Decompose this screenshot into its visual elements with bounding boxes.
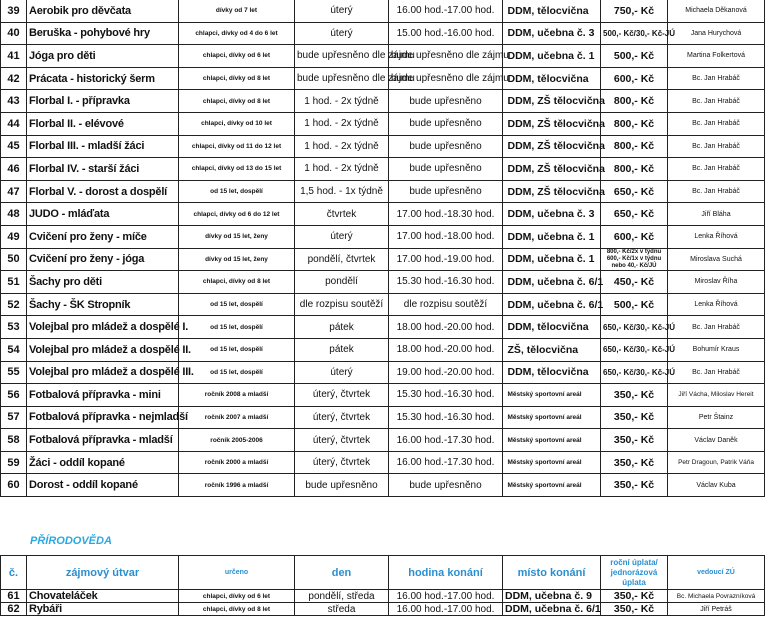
leader: Jana Hurychová — [668, 22, 765, 45]
day: čtvrtek — [295, 203, 389, 226]
table-row — [1, 225, 765, 248]
row-number: 56 — [1, 384, 27, 407]
price: 350,- Kč — [601, 474, 668, 497]
header-leader: vedoucí ZÚ — [668, 556, 765, 590]
activity-name: JUDO - mláďata — [27, 203, 179, 226]
location: Městský sportovní areál — [506, 406, 601, 429]
target-group: dívky od 7 let — [179, 0, 295, 22]
hours: 16.00 hod.-17.30 hod. — [389, 429, 503, 452]
leader: Bc. Jan Hrabáč — [668, 67, 765, 90]
table-row — [1, 90, 765, 113]
hours: 15.30 hod.-16.30 hod. — [389, 406, 503, 429]
hours: bude upřesněno — [389, 180, 503, 203]
table-row — [1, 135, 765, 158]
table-row — [1, 474, 765, 497]
leader: Petr Štainz — [668, 406, 765, 429]
leader: Martina Folkertová — [668, 45, 765, 68]
location: Městský sportovní areál — [506, 384, 601, 407]
row-number: 60 — [1, 474, 27, 497]
leader: Bc. Jan Hrabáč — [668, 135, 765, 158]
location: DDM, ZŠ tělocvična — [506, 180, 601, 203]
price: 500,- Kč/30,- Kč-JÚ — [601, 22, 668, 45]
table-row — [1, 22, 765, 45]
location: DDM, tělocvična — [506, 0, 601, 22]
leader: Bc. Michaela Povrazníková — [668, 590, 765, 603]
target-group: ročník 1996 a mladší — [179, 474, 295, 497]
target-group: ročník 2007 a mladší — [179, 406, 295, 429]
target-group: chlapci, dívky od 8 let — [179, 67, 295, 90]
hours: 19.00 hod.-20.00 hod. — [389, 361, 503, 384]
day: úterý, čtvrtek — [295, 406, 389, 429]
leader: Václav Kuba — [668, 474, 765, 497]
location: DDM, učebna č. 1 — [506, 45, 601, 68]
target-group: chlapci, dívky od 6 do 12 let — [179, 203, 295, 226]
hours: 16.00 hod.-17.00 hod. — [389, 603, 503, 616]
table-row — [1, 271, 765, 294]
activity-name: Cvičení pro ženy - míče — [27, 225, 179, 248]
table-row — [1, 361, 765, 384]
header-name: zájmový útvar — [27, 556, 179, 590]
activity-name: Prácata - historický šerm — [27, 67, 179, 90]
row-number: 43 — [1, 90, 27, 113]
price: 800,- Kč — [601, 112, 668, 135]
target-group: od 15 let, dospělí — [179, 293, 295, 316]
header-day: den — [295, 556, 389, 590]
row-number: 55 — [1, 361, 27, 384]
price: 350,- Kč — [601, 429, 668, 452]
leader: Bc. Jan Hrabáč — [668, 361, 765, 384]
location: DDM, učebna č. 6/1 — [506, 293, 601, 316]
hours: 18.00 hod.-20.00 hod. — [389, 338, 503, 361]
target-group: od 15 let, dospělí — [179, 316, 295, 339]
activity-name: Chovateláček — [27, 590, 179, 603]
location: DDM, ZŠ tělocvična — [506, 90, 601, 113]
price: 650,- Kč — [601, 180, 668, 203]
leader: Jiří Petráš — [668, 603, 765, 616]
activity-name: Florbal V. - dorost a dospělí — [27, 180, 179, 203]
target-group: ročník 2000 a mladší — [179, 451, 295, 474]
day: středa — [295, 603, 389, 616]
day: pátek — [295, 338, 389, 361]
table-row — [1, 406, 765, 429]
hours: 17.00 hod.-19.00 hod. — [389, 248, 503, 271]
row-number: 41 — [1, 45, 27, 68]
row-number: 59 — [1, 451, 27, 474]
price: 800,- Kč/2x v týdnu 600,- Kč/1x v týdnu nebo 40,- Kč/JÚ — [601, 248, 668, 271]
table-row — [1, 112, 765, 135]
target-group: od 15 let, dospělí — [179, 180, 295, 203]
activity-name: Volejbal pro mládež a dospělé II. — [27, 338, 179, 361]
day: dle rozpisu soutěží — [295, 293, 389, 316]
header-num: č. — [1, 556, 27, 590]
activity-name: Beruška - pohybové hry — [27, 22, 179, 45]
hours: bude upřesněno dle zájmu — [389, 45, 503, 68]
location: DDM, tělocvična — [506, 316, 601, 339]
price: 350,- Kč — [601, 406, 668, 429]
day: 1 hod. - 2x týdně — [295, 135, 389, 158]
hours: bude upřesněno — [389, 158, 503, 181]
price: 800,- Kč — [601, 90, 668, 113]
hours: bude upřesněno — [389, 90, 503, 113]
leader: Bc. Jan Hrabáč — [668, 90, 765, 113]
hours: bude upřesněno dle zájmu — [389, 67, 503, 90]
table-row — [1, 316, 765, 339]
activity-name: Florbal I. - přípravka — [27, 90, 179, 113]
hours: 15.30 hod.-16.30 hod. — [389, 271, 503, 294]
day: bude upřesněno dle zájmu — [295, 67, 389, 90]
day: 1 hod. - 2x týdně — [295, 112, 389, 135]
activity-name: Fotbalová přípravka - nejmladší — [27, 406, 179, 429]
activity-name: Fotbalová přípravka - mladší — [27, 429, 179, 452]
activity-name: Florbal III. - mladší žáci — [27, 135, 179, 158]
day: pondělí — [295, 271, 389, 294]
activity-name: Žáci - oddíl kopané — [27, 451, 179, 474]
location: DDM, ZŠ tělocvična — [506, 135, 601, 158]
price: 350,- Kč — [601, 384, 668, 407]
price: 800,- Kč — [601, 158, 668, 181]
hours: bude upřesněno — [389, 112, 503, 135]
target-group: chlapci, dívky od 8 let — [179, 603, 295, 616]
day: úterý, čtvrtek — [295, 384, 389, 407]
row-number: 49 — [1, 225, 27, 248]
location: Městský sportovní areál — [506, 474, 601, 497]
leader: Michaela Děkanová — [668, 0, 765, 22]
table-row — [1, 451, 765, 474]
price: 350,- Kč — [601, 603, 668, 616]
location: DDM, učebna č. 6/1 — [503, 603, 601, 616]
target-group: chlapci, dívky od 11 do 12 let — [179, 135, 295, 158]
target-group: chlapci, dívky od 13 do 15 let — [179, 158, 295, 181]
target-group: chlapci, dívky od 6 let — [179, 45, 295, 68]
row-number: 48 — [1, 203, 27, 226]
activity-name: Šachy pro děti — [27, 271, 179, 294]
day: pátek — [295, 316, 389, 339]
table-row — [1, 180, 765, 203]
table-row — [1, 590, 765, 603]
hours: 15.30 hod.-16.30 hod. — [389, 384, 503, 407]
row-number: 42 — [1, 67, 27, 90]
price: 500,- Kč — [601, 45, 668, 68]
location: DDM, učebna č. 3 — [506, 203, 601, 226]
leader: Miroslav Říha — [668, 271, 765, 294]
row-number: 61 — [1, 590, 27, 603]
row-number: 45 — [1, 135, 27, 158]
hours: 15.00 hod.-16.00 hod. — [389, 22, 503, 45]
price: 750,- Kč — [601, 0, 668, 22]
hours: bude upřesněno — [389, 474, 503, 497]
day: pondělí, středa — [295, 590, 389, 603]
header-price: roční úplata/ jednorázová úplata — [601, 556, 668, 590]
day: bude upřesněno dle zájmu — [295, 45, 389, 68]
leader: Jiří Vácha, Miloslav Hereit — [668, 384, 765, 407]
activity-name: Florbal II. - elévové — [27, 112, 179, 135]
location: Městský sportovní areál — [506, 451, 601, 474]
day: úterý, čtvrtek — [295, 451, 389, 474]
price: 600,- Kč — [601, 67, 668, 90]
header-place: místo konání — [503, 556, 601, 590]
row-number: 39 — [1, 0, 27, 22]
activity-name: Rybáři — [27, 603, 179, 616]
table-row — [1, 203, 765, 226]
day: úterý, čtvrtek — [295, 429, 389, 452]
location: DDM, učebna č. 1 — [506, 248, 601, 271]
table-row — [1, 338, 765, 361]
leader: Bc. Jan Hrabáč — [668, 316, 765, 339]
target-group: od 15 let, dospělí — [179, 361, 295, 384]
activity-name: Jóga pro děti — [27, 45, 179, 68]
day: 1 hod. - 2x týdně — [295, 90, 389, 113]
row-number: 54 — [1, 338, 27, 361]
day: pondělí, čtvrtek — [295, 248, 389, 271]
table-row — [1, 158, 765, 181]
table-row — [1, 248, 765, 271]
price: 350,- Kč — [601, 451, 668, 474]
target-group: chlapci, dívky od 6 let — [179, 590, 295, 603]
table-row — [1, 293, 765, 316]
hours: 16.00 hod.-17.00 hod. — [389, 0, 503, 22]
hours: 16.00 hod.-17.30 hod. — [389, 451, 503, 474]
location: DDM, učebna č. 3 — [506, 22, 601, 45]
leader: Václav Daněk — [668, 429, 765, 452]
row-number: 58 — [1, 429, 27, 452]
activity-name: Aerobik pro děvčata — [27, 0, 179, 22]
location: ZŠ, tělocvična — [506, 338, 601, 361]
activity-name: Florbal IV. - starší žáci — [27, 158, 179, 181]
target-group: ročník 2008 a mladší — [179, 384, 295, 407]
leader: Petr Dragoun, Patrik Váňa — [668, 451, 765, 474]
target-group: chlapci, dívky od 8 let — [179, 90, 295, 113]
header-hours: hodina konání — [389, 556, 503, 590]
day: úterý — [295, 361, 389, 384]
leader: Lenka Říhová — [668, 225, 765, 248]
leader: Bc. Jan Hrabáč — [668, 158, 765, 181]
location: Městský sportovní areál — [506, 429, 601, 452]
price: 650,- Kč — [601, 203, 668, 226]
target-group: chlapci, dívky od 8 let — [179, 271, 295, 294]
price: 350,- Kč — [601, 590, 668, 603]
activity-name: Cvičení pro ženy - jóga — [27, 248, 179, 271]
table-header-row — [1, 556, 765, 590]
table-row — [1, 67, 765, 90]
header-age: určeno — [179, 556, 295, 590]
table-row — [1, 429, 765, 452]
section-title: PŘÍRODOVĚDA — [30, 535, 112, 547]
hours: bude upřesněno — [389, 135, 503, 158]
table-row — [1, 603, 765, 616]
row-number: 57 — [1, 406, 27, 429]
location: DDM, učebna č. 6/1 — [506, 271, 601, 294]
row-number: 46 — [1, 158, 27, 181]
day: úterý — [295, 0, 389, 22]
nature-activities-table — [0, 555, 765, 616]
leader: Miroslava Suchá — [668, 248, 765, 271]
location: DDM, učebna č. 1 — [506, 225, 601, 248]
leader: Jiří Bláha — [668, 203, 765, 226]
table-row — [1, 384, 765, 407]
hours: 17.00 hod.-18.30 hod. — [389, 203, 503, 226]
day: 1 hod. - 2x týdně — [295, 158, 389, 181]
activity-name: Volejbal pro mládež a dospělé III. — [27, 361, 179, 384]
price: 650,- Kč/30,- Kč-JÚ — [601, 316, 668, 339]
hours: 16.00 hod.-17.00 hod. — [389, 590, 503, 603]
activity-name: Šachy - ŠK Stropník — [27, 293, 179, 316]
row-number: 40 — [1, 22, 27, 45]
row-number: 62 — [1, 603, 27, 616]
hours: dle rozpisu soutěží — [389, 293, 503, 316]
price: 450,- Kč — [601, 271, 668, 294]
activity-name: Volejbal pro mládež a dospělé I. — [27, 316, 179, 339]
row-number: 50 — [1, 248, 27, 271]
activity-name: Dorost - oddíl kopané — [27, 474, 179, 497]
activity-name: Fotbalová přípravka - mini — [27, 384, 179, 407]
leader: Bc. Jan Hrabáč — [668, 112, 765, 135]
leader: Bohumír Kraus — [668, 338, 765, 361]
location: DDM, ZŠ tělocvična — [506, 112, 601, 135]
target-group: dívky od 15 let, ženy — [179, 225, 295, 248]
location: DDM, tělocvična — [506, 67, 601, 90]
row-number: 52 — [1, 293, 27, 316]
target-group: chlapci, dívky od 10 let — [179, 112, 295, 135]
row-number: 53 — [1, 316, 27, 339]
price: 650,- Kč/30,- Kč-JÚ — [601, 338, 668, 361]
row-number: 51 — [1, 271, 27, 294]
target-group: chlapci, dívky od 4 do 6 let — [179, 22, 295, 45]
day: úterý — [295, 22, 389, 45]
table-row — [1, 0, 765, 22]
day: úterý — [295, 225, 389, 248]
target-group: dívky od 15 let, ženy — [179, 248, 295, 271]
target-group: ročník 2005-2006 — [179, 429, 295, 452]
hours: 17.00 hod.-18.00 hod. — [389, 225, 503, 248]
day: bude upřesněno — [295, 474, 389, 497]
row-number: 47 — [1, 180, 27, 203]
day: 1,5 hod. - 1x týdně — [295, 180, 389, 203]
leader: Bc. Jan Hrabáč — [668, 180, 765, 203]
leader: Lenka Říhová — [668, 293, 765, 316]
location: DDM, tělocvična — [506, 361, 601, 384]
location: DDM, učebna č. 9 — [503, 590, 601, 603]
price: 800,- Kč — [601, 135, 668, 158]
price: 500,- Kč — [601, 293, 668, 316]
table-row — [1, 45, 765, 68]
hours: 18.00 hod.-20.00 hod. — [389, 316, 503, 339]
row-number: 44 — [1, 112, 27, 135]
target-group: od 15 let, dospělí — [179, 338, 295, 361]
price: 650,- Kč/30,- Kč-JÚ — [601, 361, 668, 384]
location: DDM, ZŠ tělocvična — [506, 158, 601, 181]
price: 600,- Kč — [601, 225, 668, 248]
